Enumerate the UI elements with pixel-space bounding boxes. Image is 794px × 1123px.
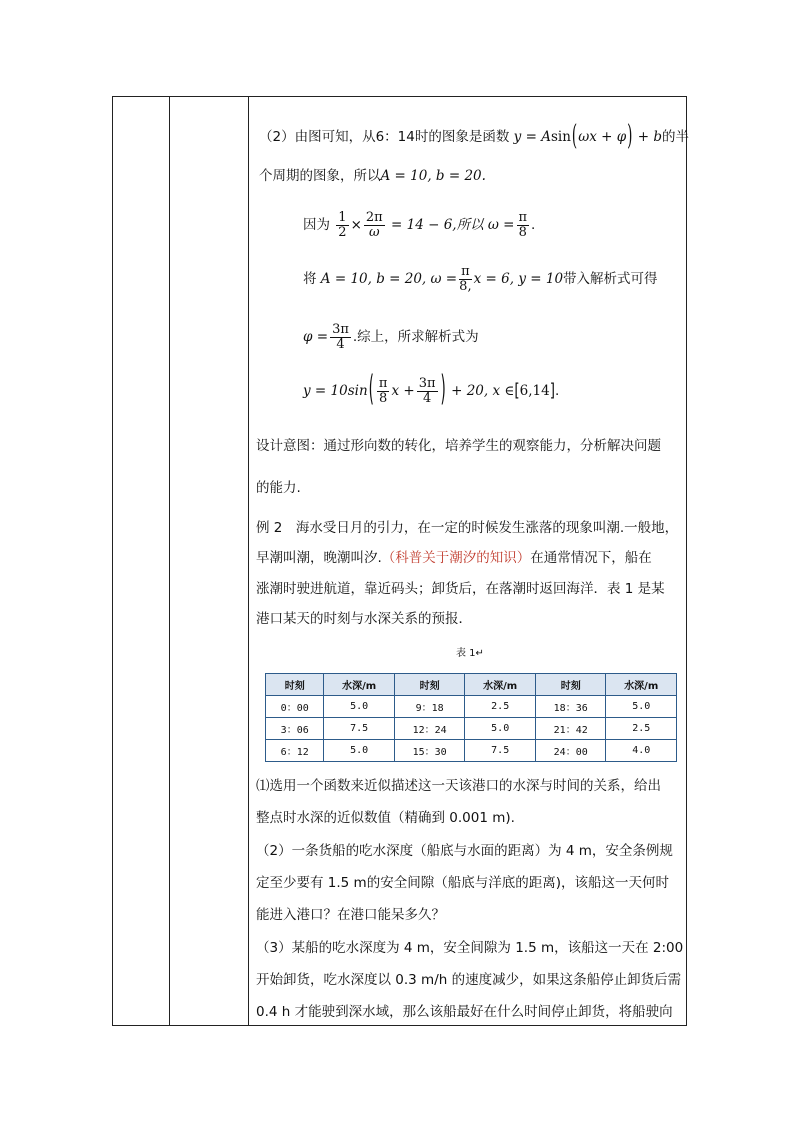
table-cell: 2.5 [606,718,677,740]
question2-line-2: 定至少要有 1.5 m的安全间隙（船底与洋底的距离)，该船这一天何时 [256,875,669,891]
example2-line-1: 例 2 海水受日月的引力，在一定的时候发生涨落的现象叫潮.一般地， [256,520,679,536]
solution-line-1: （2）由图可知，从6：14时的图象是函数 y = Asin(ωx + φ) + b的半 [259,119,689,153]
design-intent-line-1: 设计意图：通过形向数的转化，培养学生的观察能力，分析解决问题 [256,438,661,454]
table-row [266,718,677,740]
tide-science-note: （科普关于潮汐的知识） [381,550,531,566]
header-cell: 水深/m [324,674,395,696]
table-caption: 表 1↵ [456,648,484,659]
table-cell: 18：36 [535,696,606,718]
table-row [266,740,677,762]
example2-line-4: 港口某天的时刻与水深关系的预报． [256,611,472,627]
table-cell: 9：18 [394,696,465,718]
question2-line-1: （2）一条货船的吃水深度（船底与水面的距离）为 4 m，安全条例规 [256,843,673,859]
question1-line-2: 整点时水深的近似数值（精确到 0.001 m). [256,810,515,826]
table-cell: 6：12 [266,740,324,762]
table-cell: 5.0 [465,718,536,740]
question3-line-3: 0.4 h 才能驶到深水域，那么该船最好在什么时间停止卸货，将船驶向 [256,1004,673,1020]
column-divider-2 [248,96,249,1026]
table-cell: 5.0 [606,696,677,718]
table-cell: 21：42 [535,718,606,740]
tide-table [265,673,677,762]
table-cell: 7.5 [324,718,395,740]
solution-line-5: φ = $\frac{3\pi}{4}$ .综上，所求解析式为 [303,322,479,352]
table-cell: 7.5 [465,740,536,762]
final-formula: y = 10sin( $\frac{\pi}{8}$ x + $\frac{3\pi}{4}$ ) + 20, x ∈[6,14]. [303,369,560,411]
table-cell: 0：00 [266,696,324,718]
table-cell: 2.5 [465,696,536,718]
design-intent-line-2: 的能力. [256,480,301,496]
question3-line-1: （3）某船的吃水深度为 4 m，安全间隙为 1.5 m，该船这一天在 2:00 [256,940,684,956]
header-cell: 时刻 [266,674,324,696]
header-cell: 水深/m [465,674,536,696]
table-cell: 15：30 [394,740,465,762]
table-cell: 3：06 [266,718,324,740]
solution-line-2: 个周期的图象，所以A = 10, b = 20. [259,168,486,184]
column-divider-1 [169,96,170,1026]
table-row [266,696,677,718]
solution-line-3: 因为 $\frac{1}{2}$ × $\frac{2\pi}{\omega}$ = 14 − 6,所以 ω = $\frac{\pi}{8}$ . [303,210,536,240]
example2-line-2: 早潮叫潮，晚潮叫汐.（科普关于潮汐的知识）在通常情况下，船在 [256,550,652,566]
example2-line-3: 涨潮时驶进航道，靠近码头；卸货后，在落潮时返回海洋．表 1 是某 [256,581,665,597]
table-cell: 12：24 [394,718,465,740]
solution-line-4: 将 A = 10, b = 20, ω = $\frac{\pi}{8,}$ x = 6, y = 10带入解析式可得 [303,264,658,294]
question2-line-3: 能进入港口？在港口能呆多久？ [256,907,445,923]
header-cell: 水深/m [606,674,677,696]
table-header-row [266,674,677,696]
header-cell: 时刻 [535,674,606,696]
table-cell: 5.0 [324,696,395,718]
question1-line-1: ⑴选用一个函数来近似描述这一天该港口的水深与时间的关系，给出 [256,778,661,794]
table-cell: 4.0 [606,740,677,762]
general-sine-function: y = Asin(ωx + φ) + b [513,119,662,153]
question3-line-2: 开始卸货，吃水深度以 0.3 m/h 的速度减少，如果这条船停止卸货后需 [256,972,682,988]
table-cell: 5.0 [324,740,395,762]
header-cell: 时刻 [394,674,465,696]
table-cell: 24：00 [535,740,606,762]
